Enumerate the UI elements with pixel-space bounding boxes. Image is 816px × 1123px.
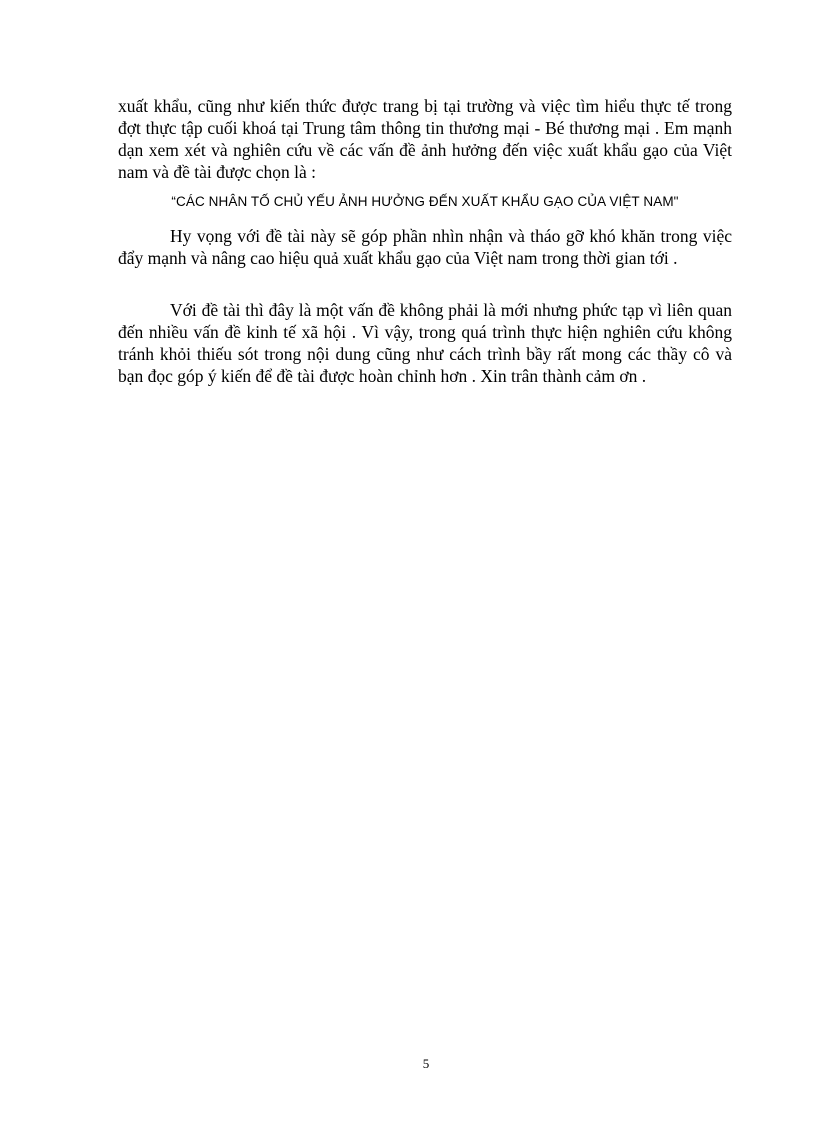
page-number: 5 bbox=[422, 1056, 430, 1071]
paragraph-hope: Hy vọng với đề tài này sẽ góp phần nhìn nhận và tháo gỡ khó khăn trong việc đẩy mạnh và nâng cao hiệu quả xuất khẩu gạo của Việt nam trong thời gian tới . bbox=[118, 226, 732, 268]
topic-heading: “CÁC NHÂN TỐ CHỦ YẾU ẢNH HƯỞNG ĐẾN XUẤT KHẨU GẠO CỦA VIỆT NAM" bbox=[171, 194, 679, 209]
paragraph-intro: xuất khẩu, cũng như kiến thức được trang bị tại trường và việc tìm hiểu thực tế trong đợt thực tập cuối khoá tại Trung tâm thông tin thương mại - Bé thương mại . Em mạnh dạn xem xét và nghiên cứu về các vấn đề ảnh hưởng đến việc xuất khẩu gạo của Việt nam và đề tài được chọn là : bbox=[118, 96, 732, 182]
paragraph-closing: Với đề tài thì đây là một vấn đề không phải là mới nhưng phức tạp vì liên quan đến nhiều vấn đề kinh tế xã hội . Vì vậy, trong quá trình thực hiện nghiên cứu không tránh khỏi thiếu sót trong nội dung cũng như cách trình bầy rất mong các thầy cô và bạn đọc góp ý kiến để đề tài được hoàn chỉnh hơn . Xin trân thành cảm ơn . bbox=[118, 300, 732, 386]
